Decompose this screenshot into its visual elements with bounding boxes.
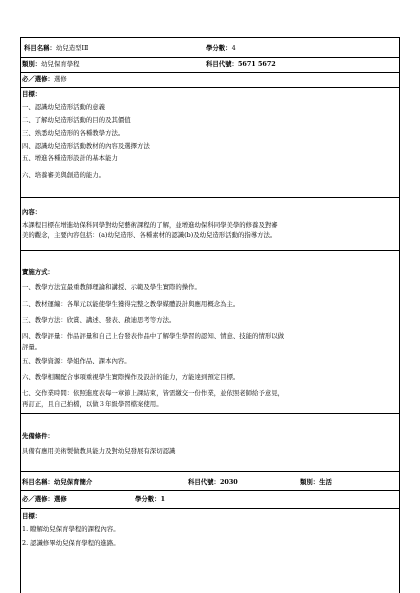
divider <box>20 508 400 509</box>
field-label: 科目代號： <box>188 478 220 486</box>
course1-category <box>22 60 80 69</box>
method-item: 三、教學方法：欣賞、講述、發表、啟迪思考等方法。 <box>22 316 176 324</box>
course2-name <box>22 478 92 487</box>
goal-item: 二、了解幼兒造形活動的目的及其價值 <box>22 116 131 124</box>
method-item: 評量。 <box>22 343 42 351</box>
field-label: 科目代號： <box>206 60 238 68</box>
course2-credits <box>135 495 165 504</box>
goal-item: 三、熟悉幼兒造形的各種教學方法。 <box>22 129 125 137</box>
course1-name <box>24 44 88 53</box>
field-value: 2030 <box>219 478 238 486</box>
method-item: 七、交作業時間：依照進度表每一章節上課結束，皆需繳交一份作業，並依照老師給予意見， <box>22 389 285 397</box>
field-value: 幼兒保育簡介 <box>53 478 93 486</box>
field-label: 科目名稱： <box>24 44 56 52</box>
field-label: 學分數： <box>135 495 161 503</box>
prereq-heading: 先備條件： <box>22 432 54 440</box>
goal-item: 四、認識幼兒造形活動教材的內容及選擇方法 <box>22 142 150 150</box>
goal-item: 2. 認識修畢幼兒保育學程的進路。 <box>22 539 120 547</box>
divider <box>20 413 400 414</box>
content-text: 本課程目標在增進幼保科同學對幼兒藝術課程的了解，並增進幼保科同學美學的修養及對審 <box>22 221 278 229</box>
field-label: 類別： <box>300 478 320 486</box>
course2-category <box>300 478 332 487</box>
method-item: 四、教學評量：作品評量和自己上台發表作品中了解學生學習的認知、情意、技能的情形以做 <box>22 332 285 340</box>
field-label: 科目名稱： <box>22 478 54 486</box>
method-item: 二、教材運編：各單元以能使學生獲得完整之教學媒體設計與應用概念為主。 <box>22 300 240 308</box>
field-value: 4 <box>231 44 236 52</box>
field-value: 幼兒造型ⅠⅡ <box>55 44 89 52</box>
field-value: 選修 <box>53 495 67 503</box>
goals-heading: 目標： <box>22 90 42 98</box>
divider <box>20 471 400 472</box>
field-value: 生活 <box>319 478 332 486</box>
field-value: 選修 <box>53 75 67 83</box>
field-value: 1 <box>160 495 166 503</box>
course1-type <box>22 75 67 84</box>
course2-type <box>22 495 67 504</box>
divider <box>20 72 400 73</box>
divider <box>20 57 400 58</box>
course1-code <box>206 60 276 69</box>
content-heading: 內容： <box>22 208 42 216</box>
divider <box>20 490 400 491</box>
course2-code <box>188 478 238 487</box>
course1-credits <box>206 44 236 53</box>
goal-item: 五、增進各種造形設計的基本能力 <box>22 154 118 162</box>
content-text: 美的觀念，主要內容包括：(a)幼兒造形、各種素材的認識(b)及幼兒造形活動的指導方法。 <box>22 231 277 239</box>
prereq-text: 具備有應用美術製做教具能力及對幼兒發展有深切認識 <box>22 447 176 455</box>
divider <box>20 87 400 88</box>
goal-item: 一、認識幼兒造形活動的意義 <box>22 103 106 111</box>
field-value: 幼兒保育學程 <box>41 60 80 68</box>
divider <box>20 197 400 198</box>
goal-item: 六、培養審美與創造的能力。 <box>22 171 106 179</box>
goal-item: 1. 瞭解幼兒保育學程的課程內容。 <box>22 525 120 533</box>
field-label: 學分數： <box>206 44 232 52</box>
field-label: 類別： <box>22 60 42 68</box>
method-item: 再訂正，且自己拍檔，以做３年級學習檔案使用。 <box>22 400 163 408</box>
method-item: 一、教學方法宜最重教師理論和講授、示範及學生實際的操作。 <box>22 283 201 291</box>
field-label: 必／選修： <box>22 75 54 83</box>
field-value: 5671 5672 <box>237 60 276 68</box>
divider <box>20 250 400 251</box>
goals-heading: 目標： <box>22 512 42 520</box>
methods-heading: 實施方式： <box>22 268 54 276</box>
field-label: 必／選修： <box>22 495 54 503</box>
method-item: 五、教學資源：學姐作品、課本內容。 <box>22 357 131 365</box>
method-item: 六、教學相關配合事項重視學生實際操作及設計的能力，方能達到預定目標。 <box>22 373 240 381</box>
